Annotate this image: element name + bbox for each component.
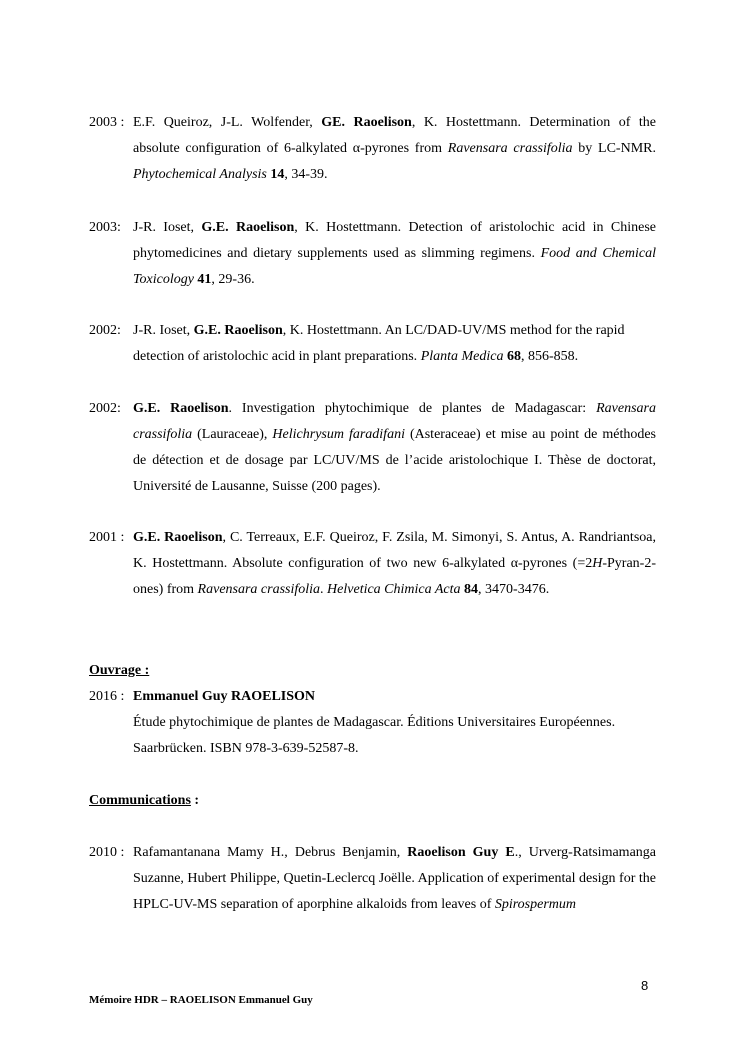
species-name: Ravensara crassifolia xyxy=(197,582,321,597)
journal-volume: 68 xyxy=(507,349,521,364)
publication-year: 2003 : xyxy=(89,115,125,130)
journal-volume: 41 xyxy=(197,272,212,287)
communication-entry xyxy=(89,840,656,918)
section-heading-ouvrage: Ouvrage : xyxy=(89,663,150,678)
journal-volume: 84 xyxy=(464,582,479,597)
page-footer: Mémoire HDR – RAOELISON Emmanuel Guy xyxy=(89,994,313,1006)
publication-entry xyxy=(89,525,656,603)
self-author: Raoelison Guy E xyxy=(407,845,515,860)
self-author: G.E. Raoelison xyxy=(193,323,283,338)
ouvrage-title: Étude phytochimique de plantes de Madagascar. Éditions Universitaires Européennes. xyxy=(133,715,616,730)
publication-citation: E.F. Queiroz, J-L. Wolfender, GE. Raoelison, K. Hostettmann. Determination of the absolute configuration of 6-alkylated α-pyrones from Ravensara crassifolia by LC-NMR. Phytochemical Analysis 14, 34-39. xyxy=(133,115,656,182)
self-author: G.E. Raoelison xyxy=(201,220,295,235)
page-number: 8 xyxy=(641,978,649,993)
communication-citation: Rafamantanana Mamy H., Debrus Benjamin, Raoelison Guy E., Urverg-Ratsimamanga Suzanne, Hubert Philippe, Quetin-Leclercq Joëlle. Application of experimental design for the HPLC-UV-MS separation of aporphine alkaloids from leaves of Spirospermum xyxy=(133,845,656,912)
publication-year: 2003: xyxy=(89,220,121,235)
ouvrage-year: 2016 : xyxy=(89,689,125,704)
publication-year: 2001 : xyxy=(89,530,125,545)
journal-name: Food and Chemical Toxicology xyxy=(133,246,656,287)
self-author: G.E. Raoelison xyxy=(133,530,223,545)
publication-entry xyxy=(89,110,656,188)
species-name: Helichrysum faradifani xyxy=(272,427,405,442)
journal-name: Helvetica Chimica Acta xyxy=(327,582,461,597)
communication-year: 2010 : xyxy=(89,845,125,860)
journal-name: Phytochemical Analysis xyxy=(133,167,267,182)
ouvrage-author: Emmanuel Guy RAOELISON xyxy=(133,689,316,704)
publication-year: 2002: xyxy=(89,323,121,338)
publication-citation: G.E. Raoelison. Investigation phytochimique de plantes de Madagascar: Ravensara crassifolia (Lauraceae), Helichrysum faradifani (Asteraceae) et mise au point de méthodes de détection et de dosage par LC/UV/MS de l’acide aristolochique I. Thèse de doctorat, Université de Lausanne, Suisse (200 pages). xyxy=(133,401,657,494)
publication-citation: G.E. Raoelison, C. Terreaux, E.F. Queiroz, F. Zsila, M. Simonyi, S. Antus, A. Randriantsoa, K. Hostettmann. Absolute configuration of two new 6-alkylated α-pyrones (=2H-Pyran-2-ones) from Ravensara crassifolia. Helvetica Chimica Acta 84, 3470-3476. xyxy=(133,530,656,597)
section-heading-communications: Communications : xyxy=(89,793,200,808)
self-author: GE. Raoelison xyxy=(321,115,412,130)
ouvrage-publisher: Saarbrücken. ISBN 978-3-639-52587-8. xyxy=(133,741,359,756)
publication-entry xyxy=(89,396,656,500)
journal-name: Planta Medica xyxy=(420,349,504,364)
species-name: Ravensara crassifolia xyxy=(133,401,656,442)
publication-citation: J-R. Ioset, G.E. Raoelison, K. Hostettmann. Detection of aristolochic acid in Chinese phytomedicines and dietary supplements used as slimming regimens. Food and Chemical Toxicology 41, 29-36. xyxy=(133,220,656,287)
publication-entry xyxy=(89,215,656,293)
journal-volume: 14 xyxy=(270,167,285,182)
species-name: Ravensara crassifolia xyxy=(447,141,573,156)
self-author: G.E. Raoelison xyxy=(133,401,229,416)
publication-citation: J-R. Ioset, G.E. Raoelison, K. Hostettmann. An LC/DAD-UV/MS method for the rapid detection of aristolochic acid in plant preparations. Planta Medica 68, 856-858. xyxy=(133,323,625,364)
publication-year: 2002: xyxy=(89,401,121,416)
ouvrage-entry xyxy=(89,684,656,762)
publication-entry xyxy=(89,318,656,370)
species-name: Spirospermum xyxy=(494,897,577,912)
